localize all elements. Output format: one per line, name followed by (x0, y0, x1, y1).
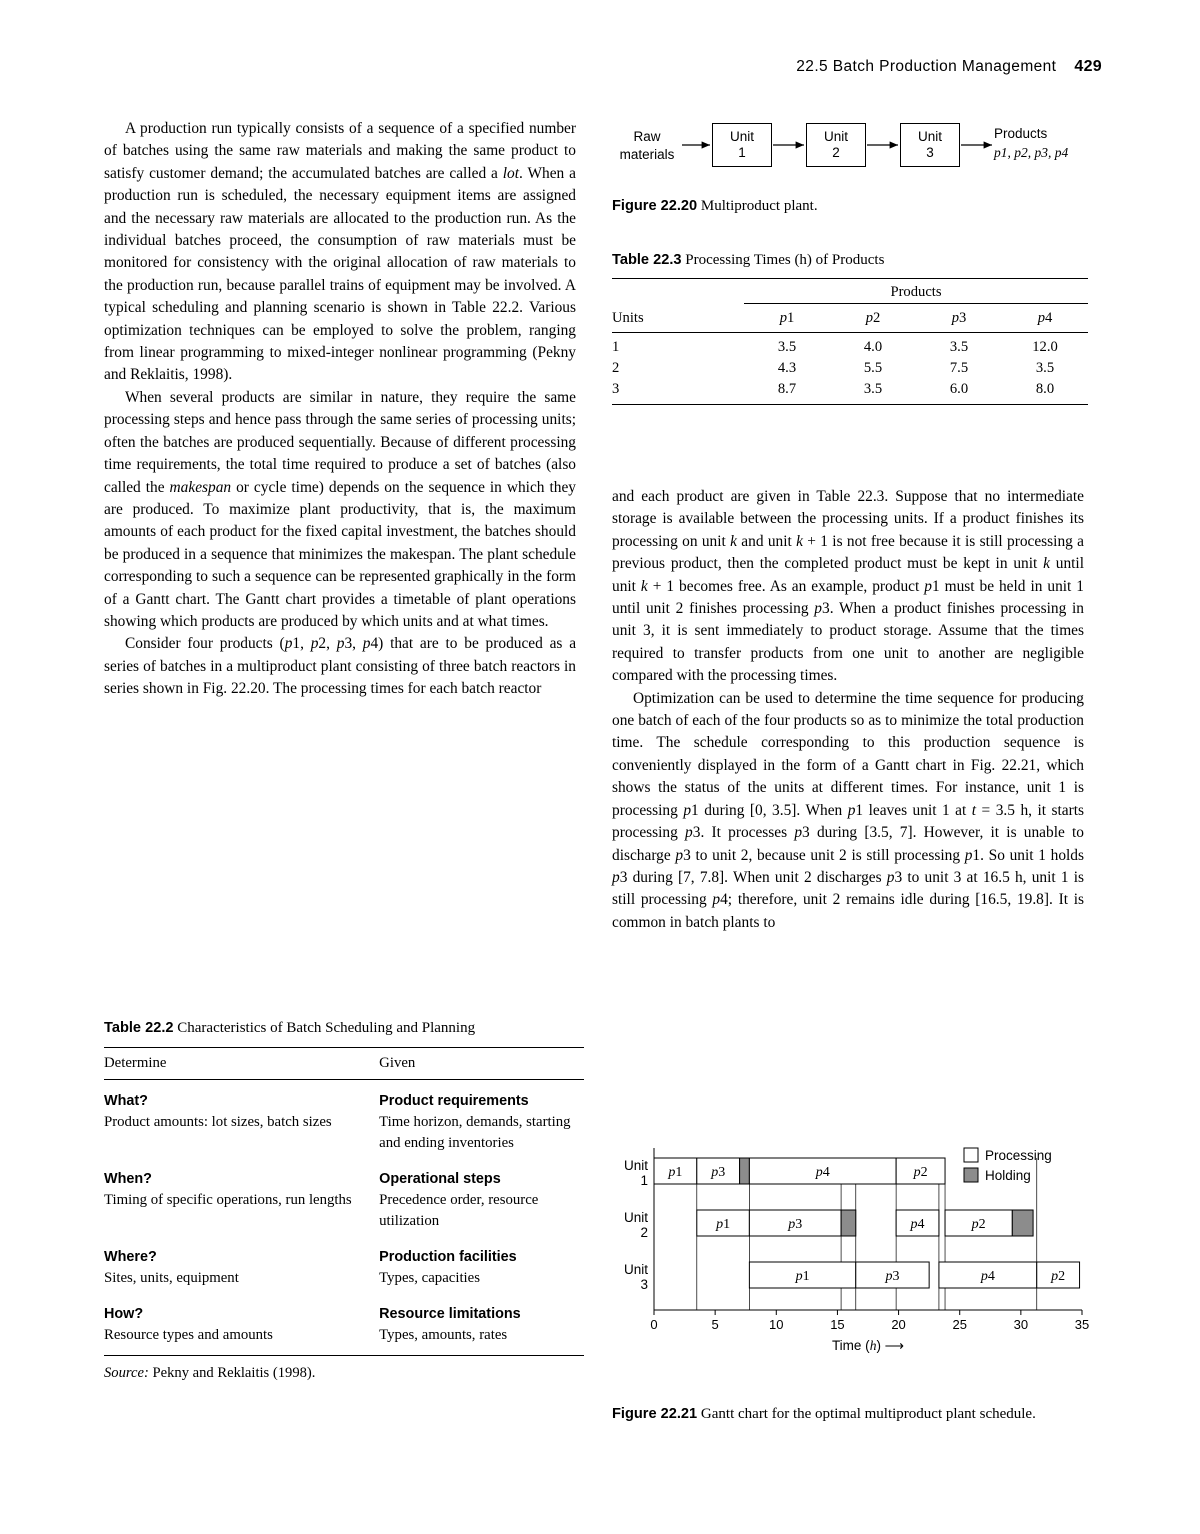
group-body: Types, capacities (379, 1270, 480, 1286)
table-22-2-grid (104, 1047, 584, 1384)
products-list: p1, p2, p3, p4 (994, 144, 1069, 160)
svg-text:Time (h) ⟶: Time (h) ⟶ (831, 1338, 905, 1353)
cell: 3.5 (916, 333, 1002, 359)
unit-3-number: 3 (926, 145, 934, 160)
svg-text:p4: p4 (910, 1217, 925, 1232)
raw-materials-label: Raw materials (619, 129, 675, 163)
svg-text:5: 5 (711, 1317, 719, 1332)
group-body: Timing of specific operations, run lengths (104, 1192, 352, 1208)
unit-1-number: 1 (738, 145, 746, 160)
svg-text:p1: p1 (716, 1217, 731, 1232)
svg-text:Processing: Processing (985, 1148, 1052, 1163)
unit-1-name: Unit (729, 128, 754, 144)
svg-text:15: 15 (830, 1317, 845, 1332)
group-cell-left (104, 1232, 379, 1289)
group-body: Types, amounts, rates (379, 1327, 508, 1343)
group-title: What? (104, 1093, 148, 1109)
page-number: 429 (1074, 58, 1102, 75)
table-22-2-caption (104, 1020, 584, 1037)
table-row (612, 333, 1088, 359)
paragraph: A production run typically consists of a sequence of a specified number of batches using the same raw materials and making the same product to satisfy customer demand; the accumulated batches are called a lot. When a production run is scheduled, the necessary equipment items are assigned and the necessary raw materials are allocated to the production run. As the individual batches proceed, the consumption of raw materials must be monitored for consistency with the original allocation of raw materials to the production run, because parallel trains of equipment may be involved. A typical scheduling and planning scenario is shown in Table 22.2. Various optimization techniques can be employed to solve the problem, ranging from linear programming to mixed-integer nonlinear programming (Pekny and Reklaitis, 1998). (104, 120, 576, 384)
group-body: Sites, units, equipment (104, 1270, 239, 1286)
svg-text:p2: p2 (1051, 1269, 1066, 1284)
col-header-p2: p2 (865, 310, 881, 326)
figure-22-20-diagram (612, 120, 1092, 186)
page-header (796, 58, 1102, 76)
cell: 4.3 (777, 360, 797, 376)
col-header-units: Units (612, 309, 644, 326)
unit-2-number: 2 (832, 145, 840, 160)
figure-22-20-text: Multiproduct plant. (700, 198, 818, 214)
group-title: Product requirements (379, 1093, 529, 1109)
svg-text:p1: p1 (795, 1269, 810, 1284)
cell: 5.5 (863, 360, 883, 376)
table-22-3-grid (612, 278, 1088, 405)
svg-text:p1: p1 (668, 1165, 683, 1180)
table-row (104, 1154, 584, 1232)
cell: 8.7 (744, 379, 830, 405)
table-row (104, 1232, 584, 1289)
group-title: Where? (104, 1249, 157, 1265)
svg-text:p3: p3 (711, 1165, 726, 1180)
group-body: Time horizon, demands, starting and ending inventories (379, 1114, 571, 1151)
paragraph: Consider four products (p1, p2, p3, p4) that are to be produced as a series of batches in a multiproduct plant consisting of three batch reactors in series shown in Fig. 22.20. The processing times for each batch reactor (104, 635, 577, 698)
group-title: How? (104, 1306, 144, 1322)
cell: 6.0 (916, 379, 1002, 405)
paragraph: When several products are similar in nature, they require the same processing steps and hence pass through the same series of processing units; often the batches are produced sequentially. Because of different processing time requirements, the total time required to produce a set of batches (also called the makespan or cycle time) depends on the sequence in which they are produced. To maximize plant productivity, that is, the maximum amounts of each product for the fixed capital investment, the batches should be produced in a sequence that minimizes the makespan. The plant schedule corresponding to such a sequence can be represented graphically in the form of a Gantt chart. The Gantt chart provides a timetable of plant operations showing which products are produced by which units and at what times. (104, 388, 576, 630)
group-cell-left (104, 1080, 379, 1155)
table-22-2 (104, 1020, 584, 1384)
svg-text:2: 2 (640, 1225, 648, 1240)
table-row (612, 279, 1088, 304)
svg-text:25: 25 (952, 1317, 967, 1332)
svg-text:3: 3 (640, 1277, 648, 1292)
table-22-3-caption (612, 252, 1088, 269)
figure-22-21-label: Figure 22.21 (612, 1406, 698, 1422)
group-title: Resource limitations (379, 1306, 521, 1322)
group-cell-right (379, 1232, 584, 1289)
figure-22-21-text: Gantt chart for the optimal multiproduct plant schedule. (700, 1406, 1036, 1422)
right-text-column (612, 486, 1084, 934)
group-cell-right (379, 1080, 584, 1155)
table-row (104, 1289, 584, 1356)
cell: 4.0 (830, 333, 916, 359)
source-text: Pekny and Reklaitis (1998). (152, 1365, 316, 1381)
table-source (104, 1356, 584, 1384)
row-unit: 3 (612, 379, 744, 405)
source-label: Source: (104, 1365, 149, 1381)
group-body: Precedence order, resource utilization (379, 1192, 539, 1229)
figure-22-20-caption (612, 196, 1092, 217)
unit-3-name: Unit (917, 128, 942, 144)
row-unit: 2 (612, 360, 620, 376)
figure-22-21-caption (612, 1404, 1092, 1425)
table-22-2-title: Characteristics of Batch Scheduling and Planning (177, 1020, 476, 1036)
svg-text:p2: p2 (971, 1217, 986, 1232)
svg-text:0: 0 (650, 1317, 658, 1332)
svg-text:p3: p3 (885, 1269, 900, 1284)
gantt-svg (612, 1138, 1092, 1388)
col-header-determine: Determine (104, 1048, 379, 1080)
unit-2-name: Unit (823, 128, 848, 144)
cell: 7.5 (949, 360, 969, 376)
cell: 12.0 (1002, 333, 1088, 359)
group-cell-right (379, 1289, 584, 1356)
paragraph: Optimization can be used to determine the time sequence for producing one batch of each of the four products so as to minimize the total production time. The schedule corresponding to this production sequence is conveniently displayed in the form of a Gantt chart in Fig. 22.21, which shows the status of the units at different times. For instance, unit 1 is processing p1 during [0, 3.5]. When p1 leaves unit 1 at t = 3.5 h, it starts processing p3. It processes p3 during [3.5, 7]. However, it is unable to discharge p3 to unit 2, because unit 2 is still processing p1. So unit 1 holds p3 during [7, 7.8]. When unit 2 discharges p3 to unit 3 at 16.5 h, unit 1 is still processing p4; therefore, unit 2 remains idle during [16.5, 19.8]. It is common in batch plants to (612, 689, 1085, 931)
unit-3-box (900, 123, 960, 167)
cell: 3.5 (744, 333, 830, 359)
col-header-given: Given (379, 1048, 584, 1080)
group-cell-left (104, 1154, 379, 1232)
col-header-p3: p3 (951, 310, 967, 326)
table-22-3-title: Processing Times (h) of Products (685, 252, 885, 268)
left-text-column (104, 118, 576, 701)
table-22-3-label: Table 22.3 (612, 252, 682, 268)
paragraph: and each product are given in Table 22.3. Suppose that no intermediate storage is available between the processing units. If a product finishes its processing on unit k and unit k + 1 is not free because it is still processing a previous product, then the completed product must be kept in unit k until unit k + 1 becomes free. As an example, product p1 must be held in unit 1 until unit 2 finishes processing p3. When a product finishes processing in unit 3, it is sent immediately to product storage. Assume that the times required to transfer products from one unit to another are negligible compared with the processing times. (612, 488, 1085, 685)
svg-text:Unit: Unit (623, 1158, 648, 1173)
table-22-2-label: Table 22.2 (104, 1020, 174, 1036)
row-unit: 1 (612, 333, 744, 359)
svg-text:p4: p4 (980, 1269, 995, 1284)
table-row (104, 1080, 584, 1155)
figure-22-21-gantt-chart (612, 1138, 1092, 1388)
products-label: Products p1, p2, p3, p4 (994, 125, 1094, 163)
group-title: When? (104, 1171, 152, 1187)
unit-2-box (806, 123, 866, 167)
table-22-3-group-header: Products (744, 279, 1088, 304)
unit-1-box (712, 123, 772, 167)
svg-text:p4: p4 (815, 1165, 830, 1180)
svg-text:35: 35 (1074, 1317, 1090, 1332)
cell: 8.0 (1002, 379, 1088, 405)
svg-text:p3: p3 (788, 1217, 803, 1232)
svg-text:Unit: Unit (623, 1262, 648, 1277)
figure-22-20-label: Figure 22.20 (612, 198, 698, 214)
table-source-row (104, 1356, 584, 1384)
cell: 3.5 (830, 379, 916, 405)
group-title: Operational steps (379, 1171, 501, 1187)
group-cell-right (379, 1154, 584, 1232)
cell: 3.5 (1035, 360, 1055, 376)
group-body: Product amounts: lot sizes, batch sizes (104, 1114, 332, 1130)
table-22-3 (612, 252, 1088, 405)
col-header-p1: p1 (779, 310, 795, 326)
svg-text:Holding: Holding (985, 1168, 1031, 1183)
group-title: Production facilities (379, 1249, 517, 1265)
svg-text:10: 10 (769, 1317, 784, 1332)
table-row (612, 304, 1088, 333)
svg-text:Unit: Unit (623, 1210, 648, 1225)
table-row (612, 379, 1088, 405)
group-cell-left (104, 1289, 379, 1356)
group-body: Resource types and amounts (104, 1327, 273, 1343)
svg-text:30: 30 (1013, 1317, 1029, 1332)
header-section: 22.5 Batch Production Management (796, 58, 1057, 75)
col-header-p4: p4 (1037, 310, 1053, 326)
svg-text:1: 1 (640, 1173, 648, 1188)
svg-text:p2: p2 (913, 1165, 928, 1180)
table-row (612, 358, 1088, 379)
svg-text:20: 20 (891, 1317, 906, 1332)
table-header-row (104, 1048, 584, 1080)
